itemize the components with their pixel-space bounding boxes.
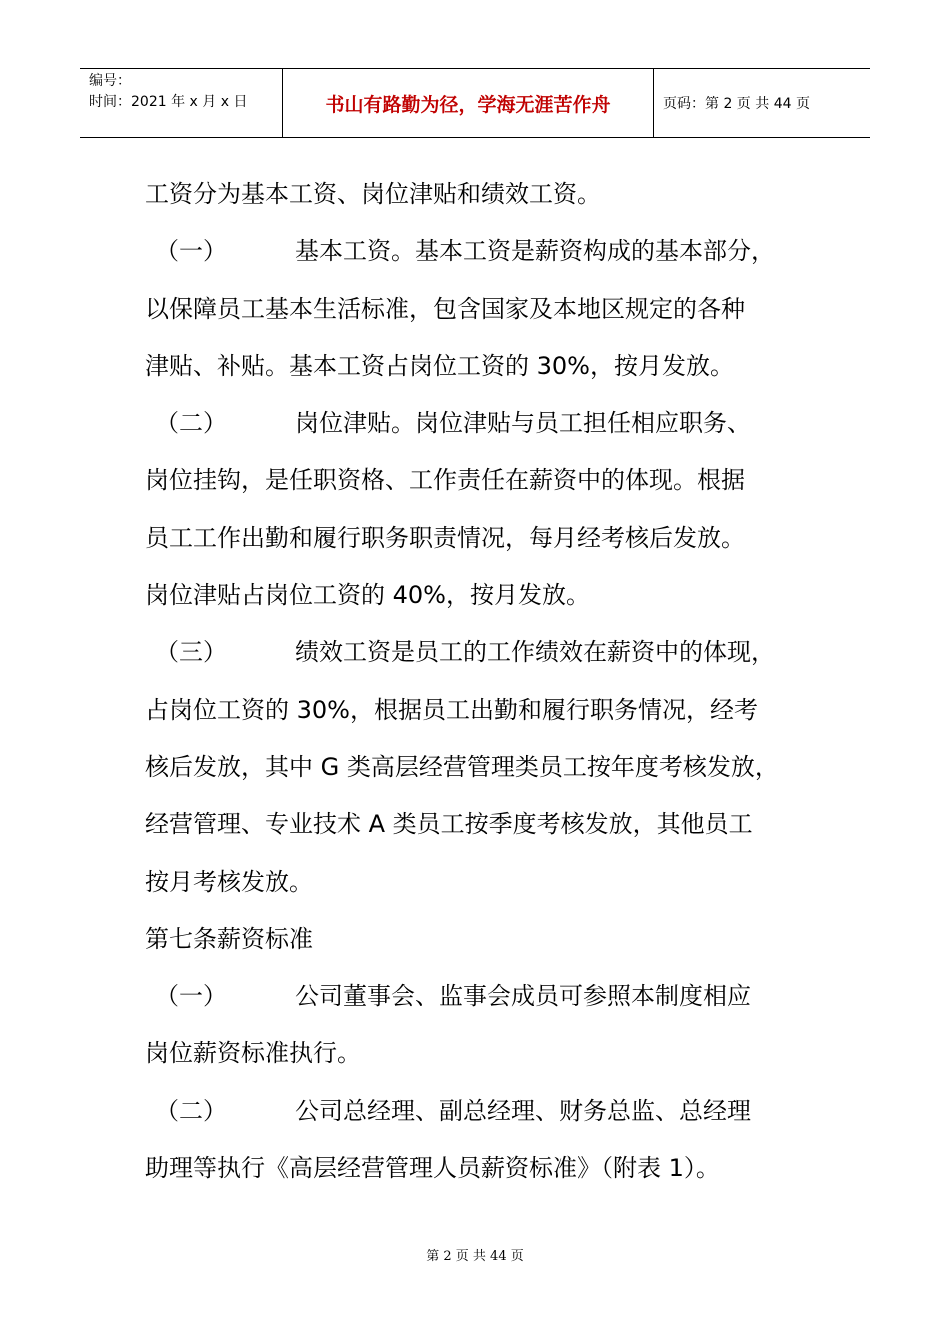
body-text: 岗位津贴占岗位工资的 40%，按月发放。: [145, 581, 590, 610]
body-text: 绩效工资是员工的工作绩效在薪资中的体现，: [295, 638, 775, 667]
footer-page-number: 第 2 页 共 44 页: [426, 1249, 524, 1264]
body-line: [145, 281, 815, 338]
body-text: 助理等执行《高层经营管理人员薪资标准》（附表 1）。: [145, 1154, 720, 1183]
body-text: 岗位挂钩，是任职资格、工作责任在薪资中的体现。根据: [145, 466, 745, 495]
body-line: [145, 682, 815, 739]
body-text: 占岗位工资的 30%，根据员工出勤和履行职务情况，经考: [145, 695, 758, 724]
header-page-info-cell: [654, 69, 870, 137]
body-line: [145, 911, 815, 968]
body-text: 公司董事会、监事会成员可参照本制度相应: [295, 982, 751, 1011]
body-line: [145, 1083, 815, 1140]
body-text: 岗位津贴。岗位津贴与员工担任相应职务、: [295, 409, 751, 438]
body-text: 第七条薪资标准: [145, 924, 313, 953]
body-text: 核后发放，其中 G 类高层经营管理类员工按年度考核发放，: [145, 752, 779, 781]
body-line: [145, 395, 815, 452]
body-text: 公司总经理、副总经理、财务总监、总经理: [295, 1096, 751, 1125]
list-marker: （三）: [155, 638, 227, 667]
body-text: 员工工作出勤和履行职务职责情况，每月经考核后发放。: [145, 523, 745, 552]
body-line: [145, 1025, 815, 1082]
header-motto-cell: [282, 69, 654, 137]
header-meta: [80, 69, 282, 137]
body-text: 岗位薪资标准执行。: [145, 1039, 361, 1068]
body-text: 工资分为基本工资、岗位津贴和绩效工资。: [145, 180, 601, 208]
body-line: [145, 338, 815, 395]
body-line: [145, 452, 815, 509]
body-line: [145, 624, 815, 681]
document-body: [145, 166, 815, 1197]
list-marker: （一）: [155, 982, 227, 1011]
body-line: [145, 223, 815, 280]
page-footer: [0, 1245, 950, 1264]
body-line: [145, 968, 815, 1025]
body-text: 经营管理、专业技术 A 类员工按季度考核发放，其他员工: [145, 810, 753, 839]
body-line: [145, 567, 815, 624]
list-marker: （一）: [155, 237, 227, 266]
document-number-label: 编号：: [89, 73, 131, 89]
list-marker: （二）: [155, 1096, 227, 1125]
body-text: 基本工资。基本工资是薪资构成的基本部分，: [295, 237, 775, 266]
header-page-info: 页码：第 2 页 共 44 页: [663, 96, 810, 112]
body-text: 津贴、补贴。基本工资占岗位工资的 30%，按月发放。: [145, 351, 734, 380]
body-line: [145, 510, 815, 567]
body-line: [145, 1140, 815, 1197]
header-motto: 书山有路勤为径，学海无涯苦作舟: [325, 93, 611, 116]
document-time: 时间：2021 年 x 月 x 日: [89, 94, 248, 110]
page-header: [80, 68, 870, 138]
body-line: [145, 854, 815, 911]
list-marker: （二）: [155, 409, 227, 438]
body-line: [145, 166, 815, 223]
body-text: 以保障员工基本生活标准，包含国家及本地区规定的各种: [145, 294, 745, 323]
body-text: 按月考核发放。: [145, 867, 313, 896]
body-line: [145, 796, 815, 853]
body-line: [145, 739, 815, 796]
